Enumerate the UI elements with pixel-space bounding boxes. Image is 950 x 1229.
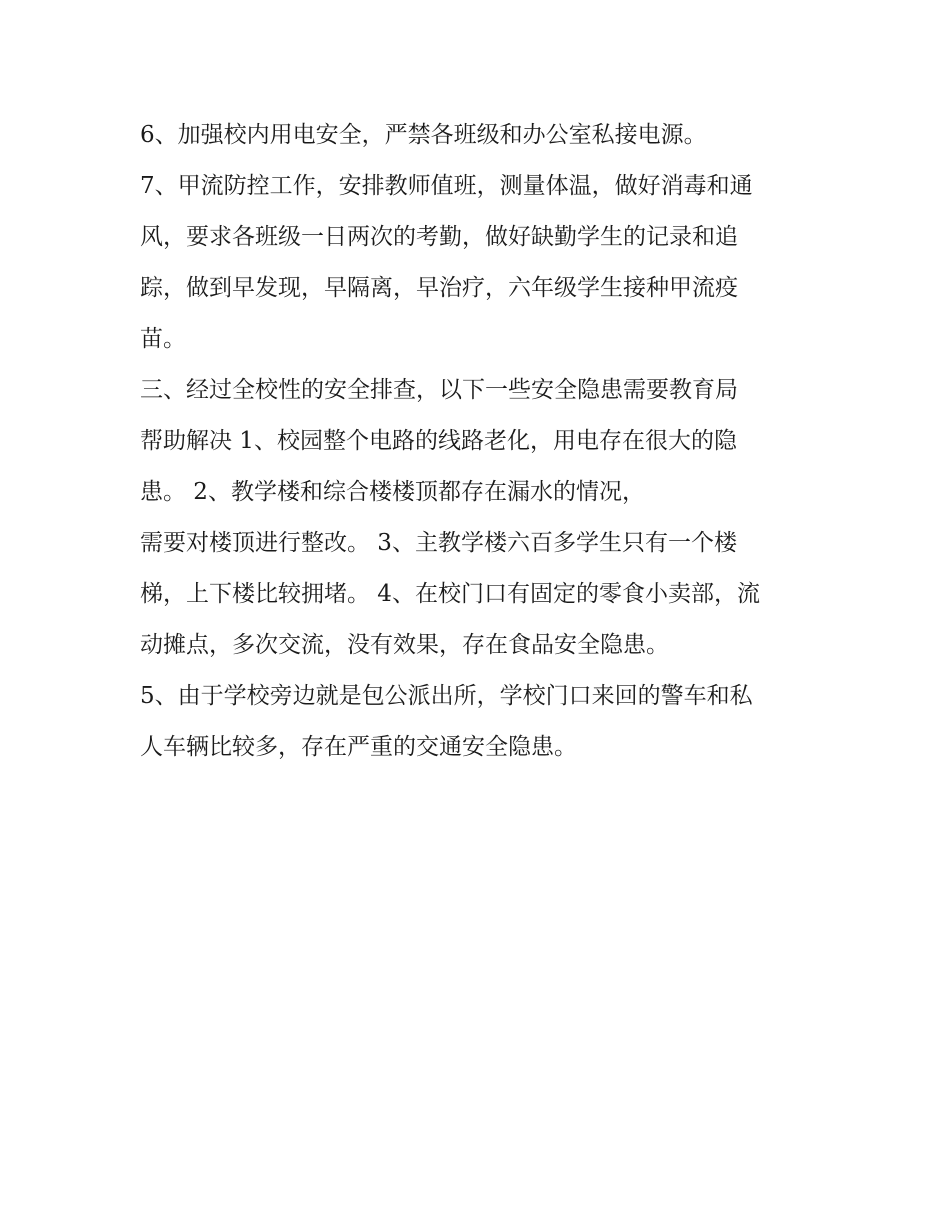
text-line: 5、由于学校旁边就是包公派出所，学校门口来回的警车和私 — [140, 683, 753, 709]
text-line: 风，要求各班级一日两次的考勤，做好缺勤学生的记录和追 — [140, 224, 738, 250]
text-line: 梯，上下楼比较拥堵。 4、在校门口有固定的零食小卖部，流 — [140, 581, 760, 607]
text-line: 动摊点，多次交流，没有效果，存在食品安全隐患。 — [140, 632, 669, 658]
text-line: 帮助解决 1、校园整个电路的线路老化，用电存在很大的隐 — [140, 428, 737, 454]
text-line: 6、加强校内用电安全，严禁各班级和办公室私接电源。 — [140, 122, 707, 148]
text-line: 需要对楼顶进行整改。 3、主教学楼六百多学生只有一个楼 — [140, 530, 737, 556]
text-line: 踪，做到早发现，早隔离，早治疗，六年级学生接种甲流疫 — [140, 275, 738, 301]
text-line: 7、甲流防控工作，安排教师值班，测量体温，做好消毒和通 — [140, 173, 753, 199]
text-line: 苗。 — [140, 326, 186, 352]
text-line: 患。 2、教学楼和综合楼楼顶都存在漏水的情况， — [140, 479, 645, 505]
text-line: 人车辆比较多，存在严重的交通安全隐患。 — [140, 734, 577, 760]
text-line: 三、经过全校性的安全排查，以下一些安全隐患需要教育局 — [140, 377, 738, 403]
document-body — [140, 110, 820, 773]
